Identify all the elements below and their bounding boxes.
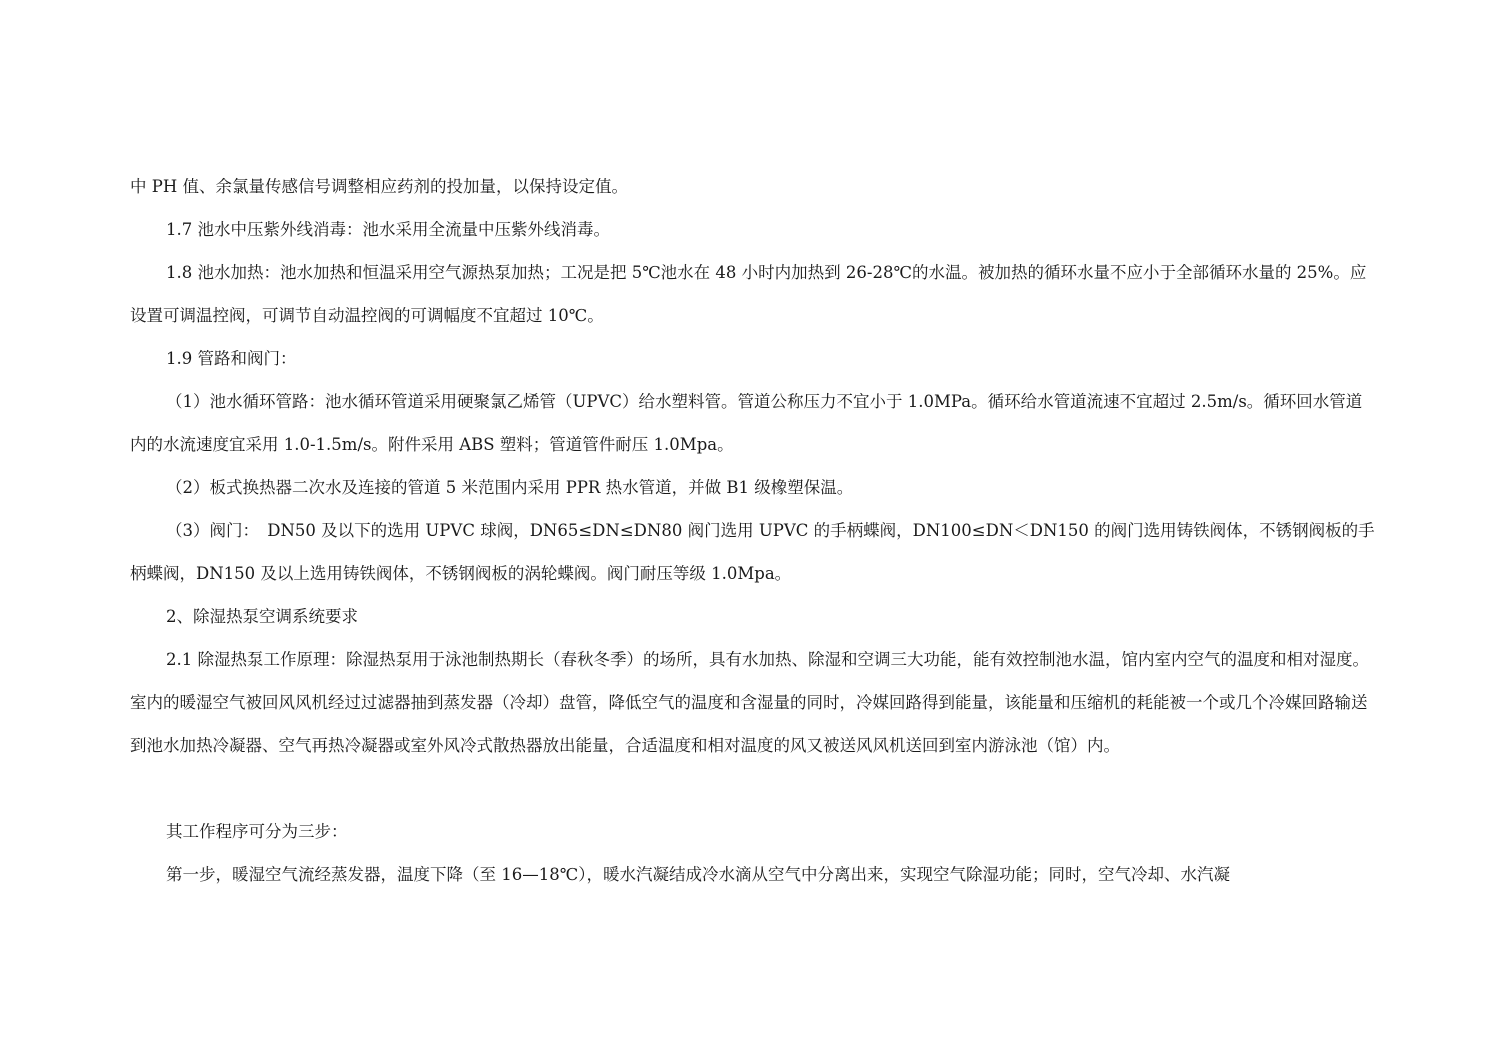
paragraph-1-7-uv-disinfection: 1.7 池水中压紫外线消毒：池水采用全流量中压紫外线消毒。: [166, 220, 610, 239]
paragraph-step-one: 第一步，暖湿空气流经蒸发器，温度下降（至 16—18℃），暖水汽凝结成冷水滴从空气中分离出来，实现空气除湿功能；同时，空气冷却、水汽凝: [166, 865, 1230, 884]
paragraph-1-9-pipes-valves: 1.9 管路和阀门：: [166, 349, 297, 368]
paragraph-heat-exchanger-pipes: （2）板式换热器二次水及连接的管道 5 米范围内采用 PPR 热水管道，并做 B1 级橡塑保温。: [166, 478, 854, 497]
paragraph-2-1-working-principle: 2.1 除湿热泵工作原理：除湿热泵用于泳池制热期长（春秋冬季）的场所，具有水加热、除湿和空调三大功能，能有效控制池水温，馆内室内空气的温度和相对湿度。室内的暖湿空气被回风风机经过过滤器抽到蒸发器（冷却）盘管，降低空气的温度和含湿量的同时，冷媒回路得到能量，该能量和压缩机的耗能被一个或几个冷媒回路输送到池水加热冷凝器、空气再热冷凝器或室外风冷式散热器放出能量，合适温度和相对温度的风又被送风风机送回到室内游泳池（馆）内。: [130, 650, 1369, 755]
section-heading-dehumidification: 2、除湿热泵空调系统要求: [166, 607, 358, 626]
paragraph-circulation-pipes: （1）池水循环管路：池水循环管道采用硬聚氯乙烯管（UPVC）给水塑料管。管道公称压力不宜小于 1.0MPa。循环给水管道流速不宜超过 2.5m/s。循环回水管道内的水流速度宜采用 1.0-1.5m/s。附件采用 ABS 塑料；管道管件耐压 1.0Mpa。: [130, 392, 1363, 454]
paragraph-continuation-ph: 中 PH 值、余氯量传感信号调整相应药剂的投加量，以保持设定值。: [130, 177, 628, 196]
paragraph-valves: （3）阀门： DN50 及以下的选用 UPVC 球阀，DN65≤DN≤DN80 阀门选用 UPVC 的手柄蝶阀，DN100≤DN＜DN150 的阀门选用铸铁阀体，不锈钢阀板的手柄蝶阀，DN150 及以上选用铸铁阀体，不锈钢阀板的涡轮蝶阀。阀门耐压等级 1.0Mpa。: [130, 521, 1375, 583]
paragraph-three-steps: 其工作程序可分为三步：: [166, 822, 348, 841]
paragraph-1-8-pool-heating: 1.8 池水加热：池水加热和恒温采用空气源热泵加热；工况是把 5℃池水在 48 小时内加热到 26-28℃的水温。被加热的循环水量不应小于全部循环水量的 25%。应设置可调温控阀，可调节自动温控阀的可调幅度不宜超过 10℃。: [130, 263, 1367, 325]
